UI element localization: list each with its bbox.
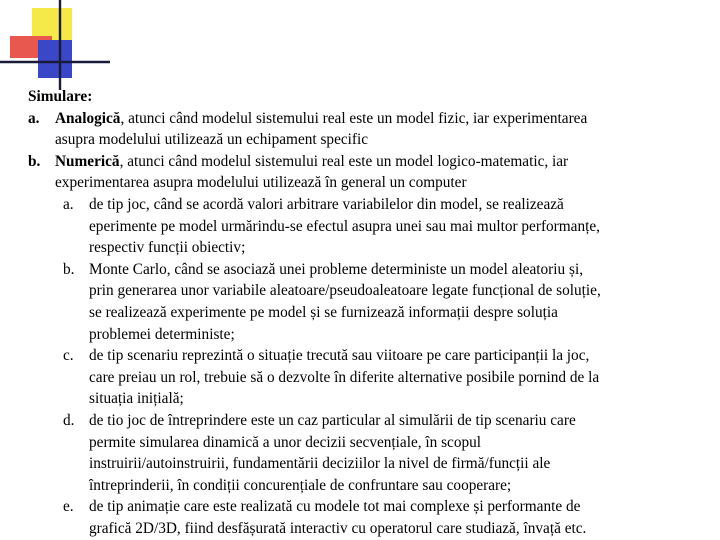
subitem-joc: a. de tip joc, când se acordă valori arbitrare variabilelor din model, se realizează eperimente pe model urmărindu-se efectul asupra unei sau mai multor performanțe, respectiv funcții obiectiv; [63, 195, 600, 257]
subitem-joc-intreprindere: d. de tio joc de întreprindere este un caz particular al simulării de tip scenariu care permite simularea dinamică a unor decizii secvențiale, în scopul instruirii/autoinstruirii, fundamentării deciziilor la nivel de firmă/funcții ale întreprinderii, în condiții concurențiale de confruntare sau cooperare; [63, 411, 576, 494]
decorative-squares-logo [0, 0, 110, 90]
subitem-animatie: e. de tip animație care este realizată cu modele tot mai complexe și performante de grafică 2D/3D, fiind desfășurată interactiv cu operatorul care studiază, învață etc. [63, 498, 587, 537]
subitem-marker: d. [63, 411, 75, 429]
subitem-marker: b. [63, 260, 75, 278]
subitem-monte-carlo: b. Monte Carlo, când se asociază unei probleme deterministe un model aleatoriu și, prin generarea unor variabile aleatoare/pseudoaleatoare legate funcțional de soluție, se realizează experimente pe model și se furnizează informații despre soluția problemei deterministe; [63, 260, 601, 343]
item-term: Analogică [55, 109, 121, 127]
subitem-marker: e. [63, 498, 74, 516]
subitem-scenariu: c. de tip scenariu reprezintă o situație trecută sau viitoare pe care participanții la joc, care preiau un rol, trebuie să o dezvolte în diferite alternative posibile pornind de la situația inițială; [63, 347, 600, 408]
subitem-marker: a. [63, 195, 74, 213]
item-term: Numerică [55, 152, 120, 170]
blue-square [38, 40, 72, 78]
subitem-marker: c. [63, 347, 74, 365]
slide-content [28, 86, 708, 539]
item-marker: b. [28, 152, 41, 170]
heading: Simulare: [28, 88, 93, 105]
list-item-numeric: b. Numerică, atunci când modelul sistemului real este un model logico-matematic, iar experimentarea asupra modelului utilizează în general un computer a. de tip joc, când se acordă valori arbitrare variabilelor din model, se realizează eperimente pe model urmărindu-se efectul asupra unei sau mai multor performanțe, respectiv funcții obiectiv; b. Monte Carlo, când se asociază unei probleme deterministe un model aleatoriu și, prin generarea unor variabile aleatoare/pseudoaleatoare legate funcțional de soluție, se realizează experimente pe model și se furnizează informații despre soluția problemei deterministe; c. de tip scenariu reprezintă o situație trecută sau viitoare pe care participanții la joc, care preiau un rol, trebuie să o dezvolte în diferite alternative posibile pornind de la situația inițială; d. de tio joc de întreprindere este un caz particular al simulării de tip scenariu care permite simularea dinamică a unor decizii secvențiale, în scopul instruirii/autoinstruirii, fundamentării deciziilor la nivel de firmă/funcții ale întreprinderii, în condiții concurențiale de confruntare sau cooperare; e. de tip animație care este realizată cu modele tot mai complexe și performante de grafică 2D/3D, fiind desfășurată interactiv cu operatorul care studiază, învață etc. [28, 151, 708, 540]
list-item-analogic: a. Analogică, atunci când modelul sistemului real este un model fizic, iar experimentarea asupra modelului utilizează un echipament specific [28, 109, 588, 149]
item-marker: a. [28, 109, 40, 127]
